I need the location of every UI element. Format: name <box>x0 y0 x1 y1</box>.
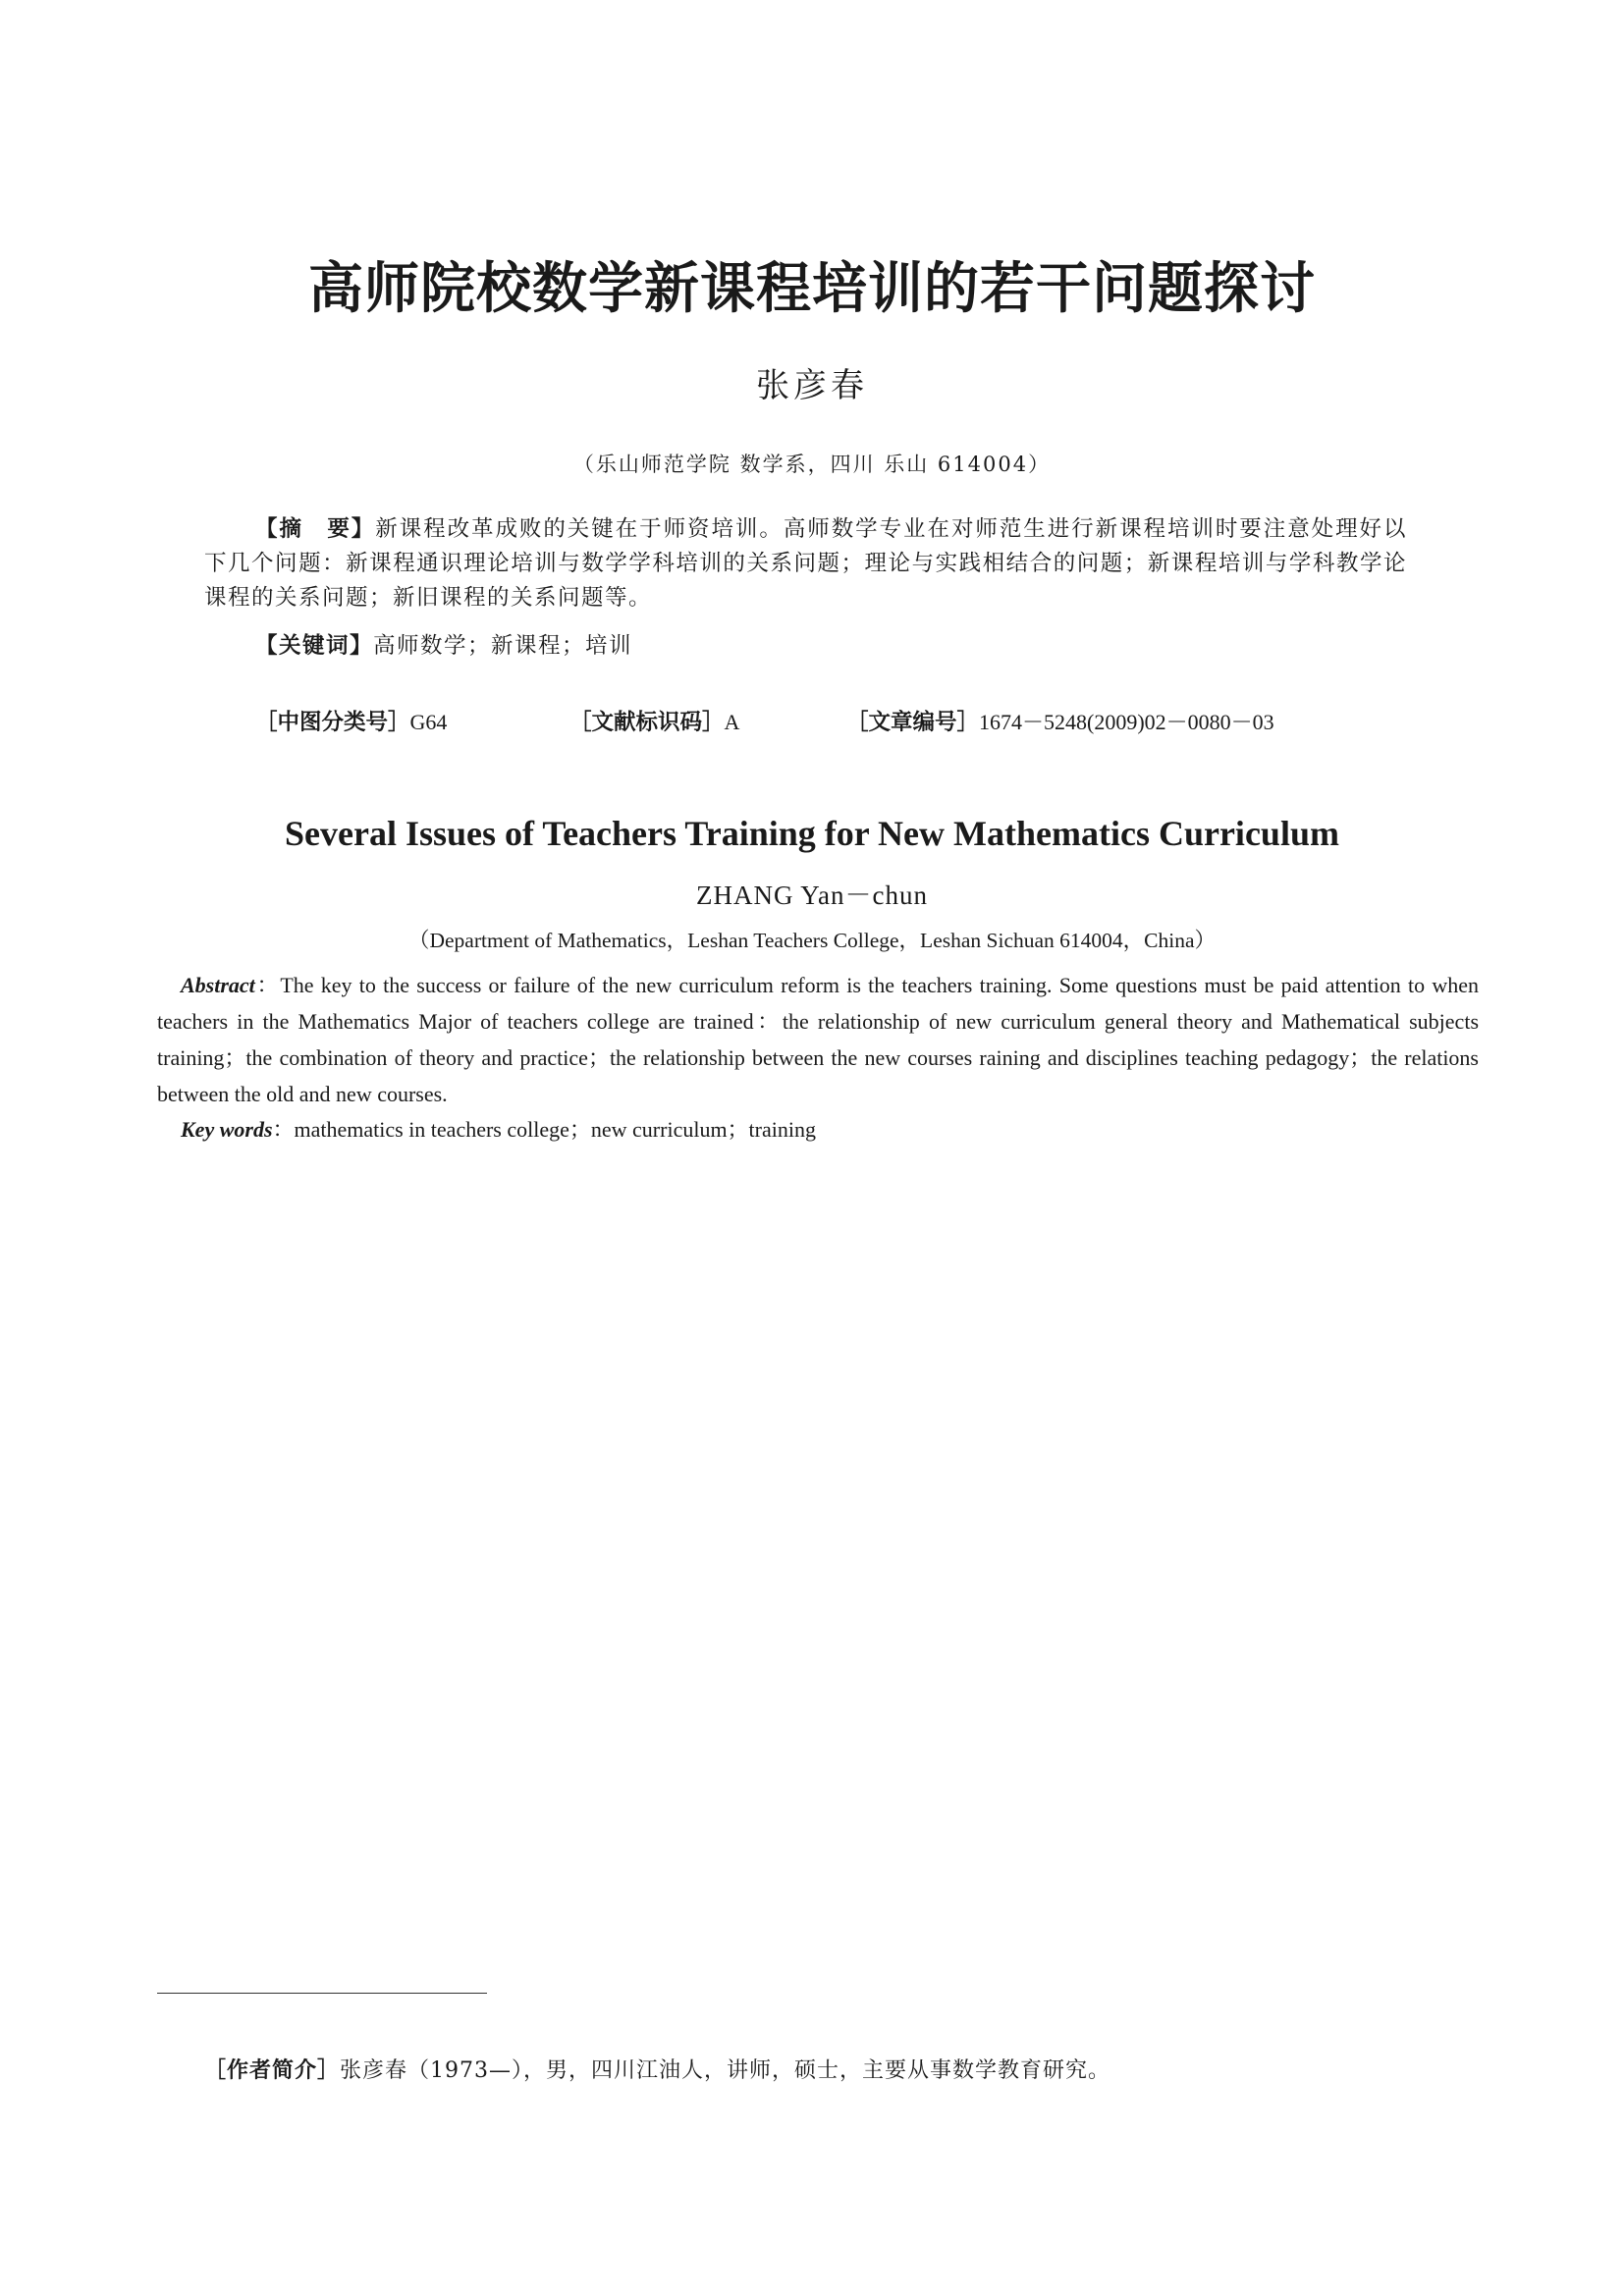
article-number <box>846 705 1274 740</box>
chinese-author: 张彦春 <box>756 366 868 405</box>
chinese-keywords-label: 【关键词】 <box>255 633 374 659</box>
english-abstract-separator: ： <box>254 973 281 997</box>
english-author: ZHANG Yan－chun <box>696 881 928 910</box>
chinese-title: 高师院校数学新课程培训的若干问题探讨 <box>308 257 1316 321</box>
document-code-value: A <box>724 710 740 734</box>
clc-number-label: ［中图分类号］ <box>255 710 410 735</box>
english-abstract <box>157 967 1479 1112</box>
chinese-abstract-text: 新课程改革成败的关键在于师资培训。高师数学专业在对师范生进行新课程培训时要注意处理好以下几个问题：新课程通识理论培训与数学学科培训的关系问题；理论与实践相结合的问题；新课程培训与学科教学论课程的关系问题；新旧课程的关系问题等。 <box>204 516 1407 611</box>
english-keywords-text: mathematics in teachers college；new curriculum；training <box>294 1117 816 1142</box>
author-footnote-label: ［作者简介］ <box>204 2058 341 2083</box>
author-footnote <box>204 2056 1110 2087</box>
chinese-abstract <box>204 512 1407 615</box>
english-keywords-separator: ： <box>272 1117 295 1142</box>
document-code-label: ［文献标识码］ <box>569 710 725 735</box>
article-number-label: ［文章编号］ <box>846 710 980 735</box>
document-code <box>569 705 739 740</box>
english-title: Several Issues of Teachers Training for New Mathematics Curriculum <box>285 814 1339 853</box>
english-abstract-label: Abstract <box>181 973 255 997</box>
chinese-keywords <box>255 629 632 664</box>
english-keywords <box>181 1111 816 1148</box>
clc-number <box>255 705 447 740</box>
chinese-affiliation: （乐山师范学院 数学系，四川 乐山 614004） <box>572 453 1052 476</box>
english-abstract-text: The key to the success or failure of the new curriculum reform is the teachers training. Some questions must be paid attention to when teachers in the Mathematics Major of teachers college are trained：the relationship of new curriculum general theory and Mathematical subjects training；the combination of theory and practice；the relationship between the new courses raining and disciplines teaching pedagogy；the relations between the old and new courses. <box>157 973 1479 1106</box>
article-number-value: 1674－5248(2009)02－0080－03 <box>979 710 1274 734</box>
footnote-divider <box>157 1993 487 1994</box>
chinese-abstract-label: 【摘 要】 <box>255 516 376 542</box>
english-keywords-label: Key words <box>181 1117 273 1142</box>
author-footnote-text: 张彦春（1973—），男，四川江油人，讲师，硕士，主要从事数学教育研究。 <box>340 2058 1111 2083</box>
english-affiliation: （Department of Mathematics，Leshan Teachers College，Leshan Sichuan 614004，China） <box>407 929 1217 952</box>
chinese-keywords-text: 高师数学；新课程；培训 <box>373 633 633 659</box>
clc-number-value: G64 <box>409 710 448 734</box>
